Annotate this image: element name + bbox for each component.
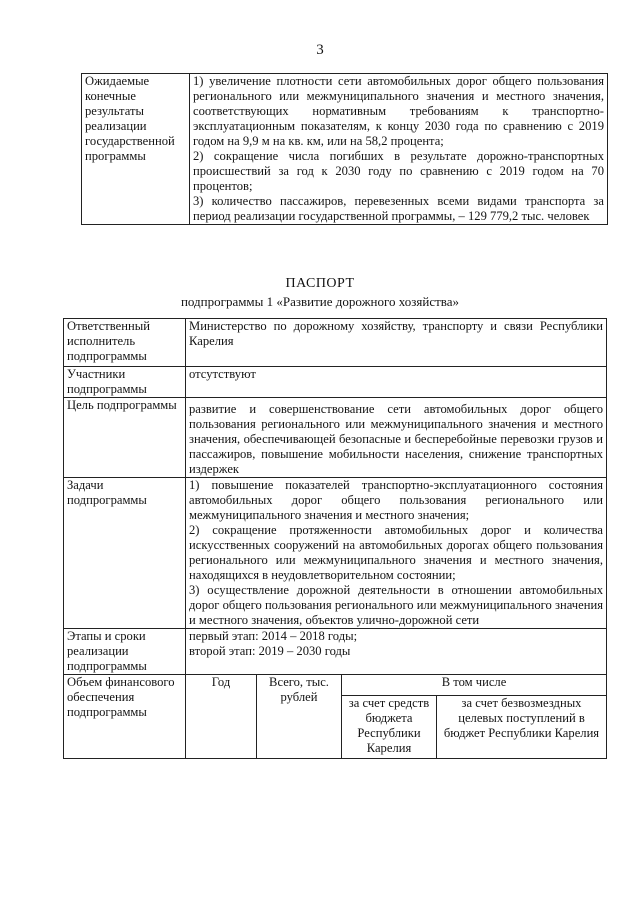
row-label: Задачи подпрограммы bbox=[64, 478, 186, 629]
row-label: Участники подпрограммы bbox=[64, 367, 186, 398]
passport-row bbox=[64, 367, 607, 398]
row-value: развитие и совершенствование сети автомобильных дорог общего пользования регионального или межмуниципального значения и местного значения, обеспечивающей безопасные и бесперебойные перевозки грузов и пассажиров, повышение мобильности населения, снижение транспортных издержек bbox=[186, 398, 607, 478]
page-number: 3 bbox=[316, 42, 324, 58]
row-label: Объем финансового обеспечения подпрограммы bbox=[64, 675, 186, 759]
passport-row bbox=[64, 675, 607, 759]
results-content bbox=[190, 74, 608, 225]
results-item: 3) количество пассажиров, перевезенных всеми видами транспорта за период реализации государственной программы, – 129 779,2 тыс. человек bbox=[193, 194, 604, 223]
stages-content bbox=[186, 629, 607, 675]
finance-col-including: В том числе bbox=[342, 675, 607, 696]
passport-subtitle: подпрограммы 1 «Развитие дорожного хозяйства» bbox=[180, 294, 460, 309]
finance-col-budget: за счет средств бюджета Республики Карелия bbox=[342, 696, 437, 759]
finance-cell bbox=[186, 675, 607, 759]
finance-col-grants: за счет безвозмездных целевых поступлений в бюджет Республики Карелия bbox=[437, 696, 607, 759]
finance-table bbox=[186, 675, 606, 758]
row-label: Цель подпрограммы bbox=[64, 398, 186, 478]
tasks-content bbox=[186, 478, 607, 629]
row-value: отсутствуют bbox=[186, 367, 607, 398]
row-label: Этапы и сроки реализации подпрограммы bbox=[64, 629, 186, 675]
row-value: Министерство по дорожному хозяйству, транспорту и связи Республики Карелия bbox=[186, 319, 607, 367]
passport-row bbox=[64, 398, 607, 478]
results-item: 2) сокращение числа погибших в результате дорожно-транспортных происшествий за год к 2030 году по сравнению с 2019 годом на 70 процентов; bbox=[193, 149, 604, 193]
passport-row bbox=[64, 319, 607, 367]
task-item: 3) осуществление дорожной деятельности в отношении автомобильных дорог общего пользования регионального или межмуниципального значения и местного значения, объектов улично-дорожной сети bbox=[189, 583, 603, 627]
task-item: 1) повышение показателей транспортно-эксплуатационного состояния автомобильных дорог общего пользования регионального или межмуниципального значения и местного значения; bbox=[189, 478, 603, 522]
passport-row bbox=[64, 478, 607, 629]
passport-title: ПАСПОРТ bbox=[285, 276, 355, 291]
results-item: 1) увеличение плотности сети автомобильных дорог общего пользования регионального или межмуниципального значения и местного значения, соответствующих нормативным требованиям к транспортно-эксплуатационным показателям, к концу 2030 года по сравнению с 2019 годом на 9,9 м на кв. км, или на 58,2 процента; bbox=[193, 74, 604, 148]
finance-col-total: Всего, тыс. рублей bbox=[257, 675, 342, 758]
results-label: Ожидаемые конечные результаты реализации государственной программы bbox=[82, 74, 190, 225]
finance-col-year: Год bbox=[186, 675, 257, 758]
stage-item: второй этап: 2019 – 2030 годы bbox=[189, 644, 351, 658]
task-item: 2) сокращение протяженности автомобильных дорог и количества искусственных сооружений на автомобильных дорогах общего пользования регионального или межмуниципального значения и местного значения, находящихся в неудовлетворительном состоянии; bbox=[189, 523, 603, 582]
passport-row bbox=[64, 629, 607, 675]
passport-table bbox=[63, 318, 607, 759]
stage-item: первый этап: 2014 – 2018 годы; bbox=[189, 629, 358, 643]
row-label: Ответственный исполнитель подпрограммы bbox=[64, 319, 186, 367]
results-table bbox=[81, 73, 608, 225]
